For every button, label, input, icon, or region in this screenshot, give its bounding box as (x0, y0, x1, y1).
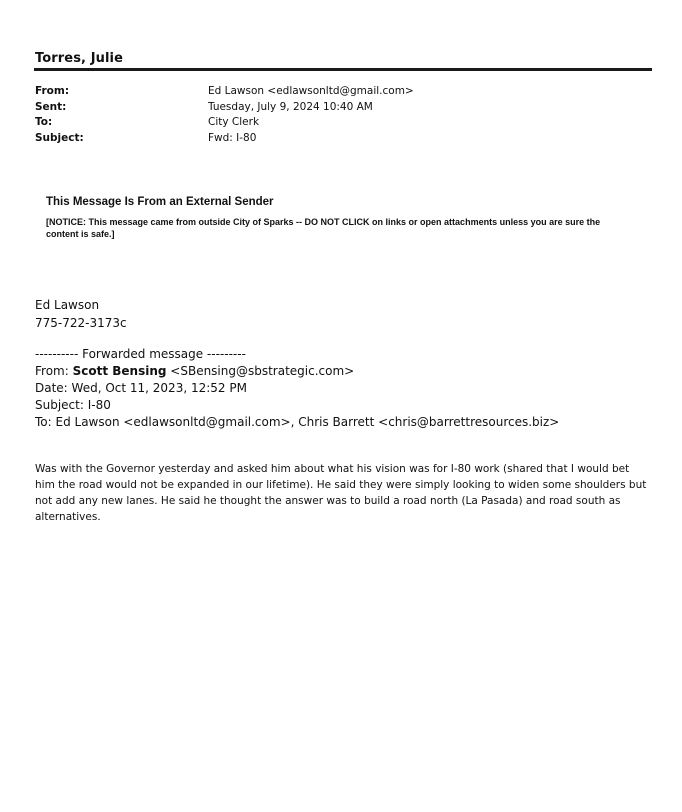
sent-value: Tuesday, July 9, 2024 10:40 AM (208, 100, 373, 113)
forwarded-message-header (35, 346, 559, 431)
forwarded-from (35, 363, 559, 380)
printout-owner-name: Torres, Julie (35, 51, 124, 66)
sent-row (35, 100, 414, 116)
signature-phone: 775-722-3173c (35, 316, 127, 330)
to-value: City Clerk (208, 116, 260, 128)
forwarded-from-prefix: From: (35, 364, 73, 378)
forwarded-subject: Subject: I-80 (35, 398, 111, 412)
subject-label: Subject: (35, 131, 84, 144)
subject-row (35, 131, 414, 147)
message-body: Was with the Governor yesterday and asked him about what his vision was for I-80 work (shared that I would bet him the road would not be expanded in our lifetime). He said they were simply looking to widen some shoulders but not add any new lanes. He said he thought the answer was to build a road north (La Pasada) and road south as alternatives. (35, 463, 647, 523)
email-header-fields (35, 84, 414, 146)
external-sender-title: This Message Is From an External Sender (46, 196, 274, 208)
signature-block (35, 296, 127, 332)
to-label: To: (35, 116, 53, 128)
sent-label: Sent: (35, 100, 67, 113)
header-divider (34, 68, 652, 71)
forwarded-from-email: <SBensing@sbstrategic.com> (166, 364, 355, 378)
forwarded-to: To: Ed Lawson <edlawsonltd@gmail.com>, Chris Barrett <chris@barrettresources.biz> (35, 415, 560, 429)
from-label: From: (35, 85, 70, 97)
to-row (35, 115, 414, 131)
external-sender-text: [NOTICE: This message came from outside City of Sparks -- DO NOT CLICK on links or open attachments unless you are sure the content is safe.] (46, 217, 601, 239)
forwarded-from-name: Scott Bensing (72, 364, 167, 378)
signature-name: Ed Lawson (35, 298, 100, 312)
from-row (35, 84, 414, 100)
forwarded-date: Date: Wed, Oct 11, 2023, 12:52 PM (35, 381, 247, 395)
subject-value: Fwd: I-80 (208, 131, 257, 144)
forwarded-divider: ---------- Forwarded message --------- (35, 347, 246, 361)
from-value: Ed Lawson <edlawsonltd@gmail.com> (208, 85, 414, 97)
external-sender-notice (46, 196, 636, 240)
